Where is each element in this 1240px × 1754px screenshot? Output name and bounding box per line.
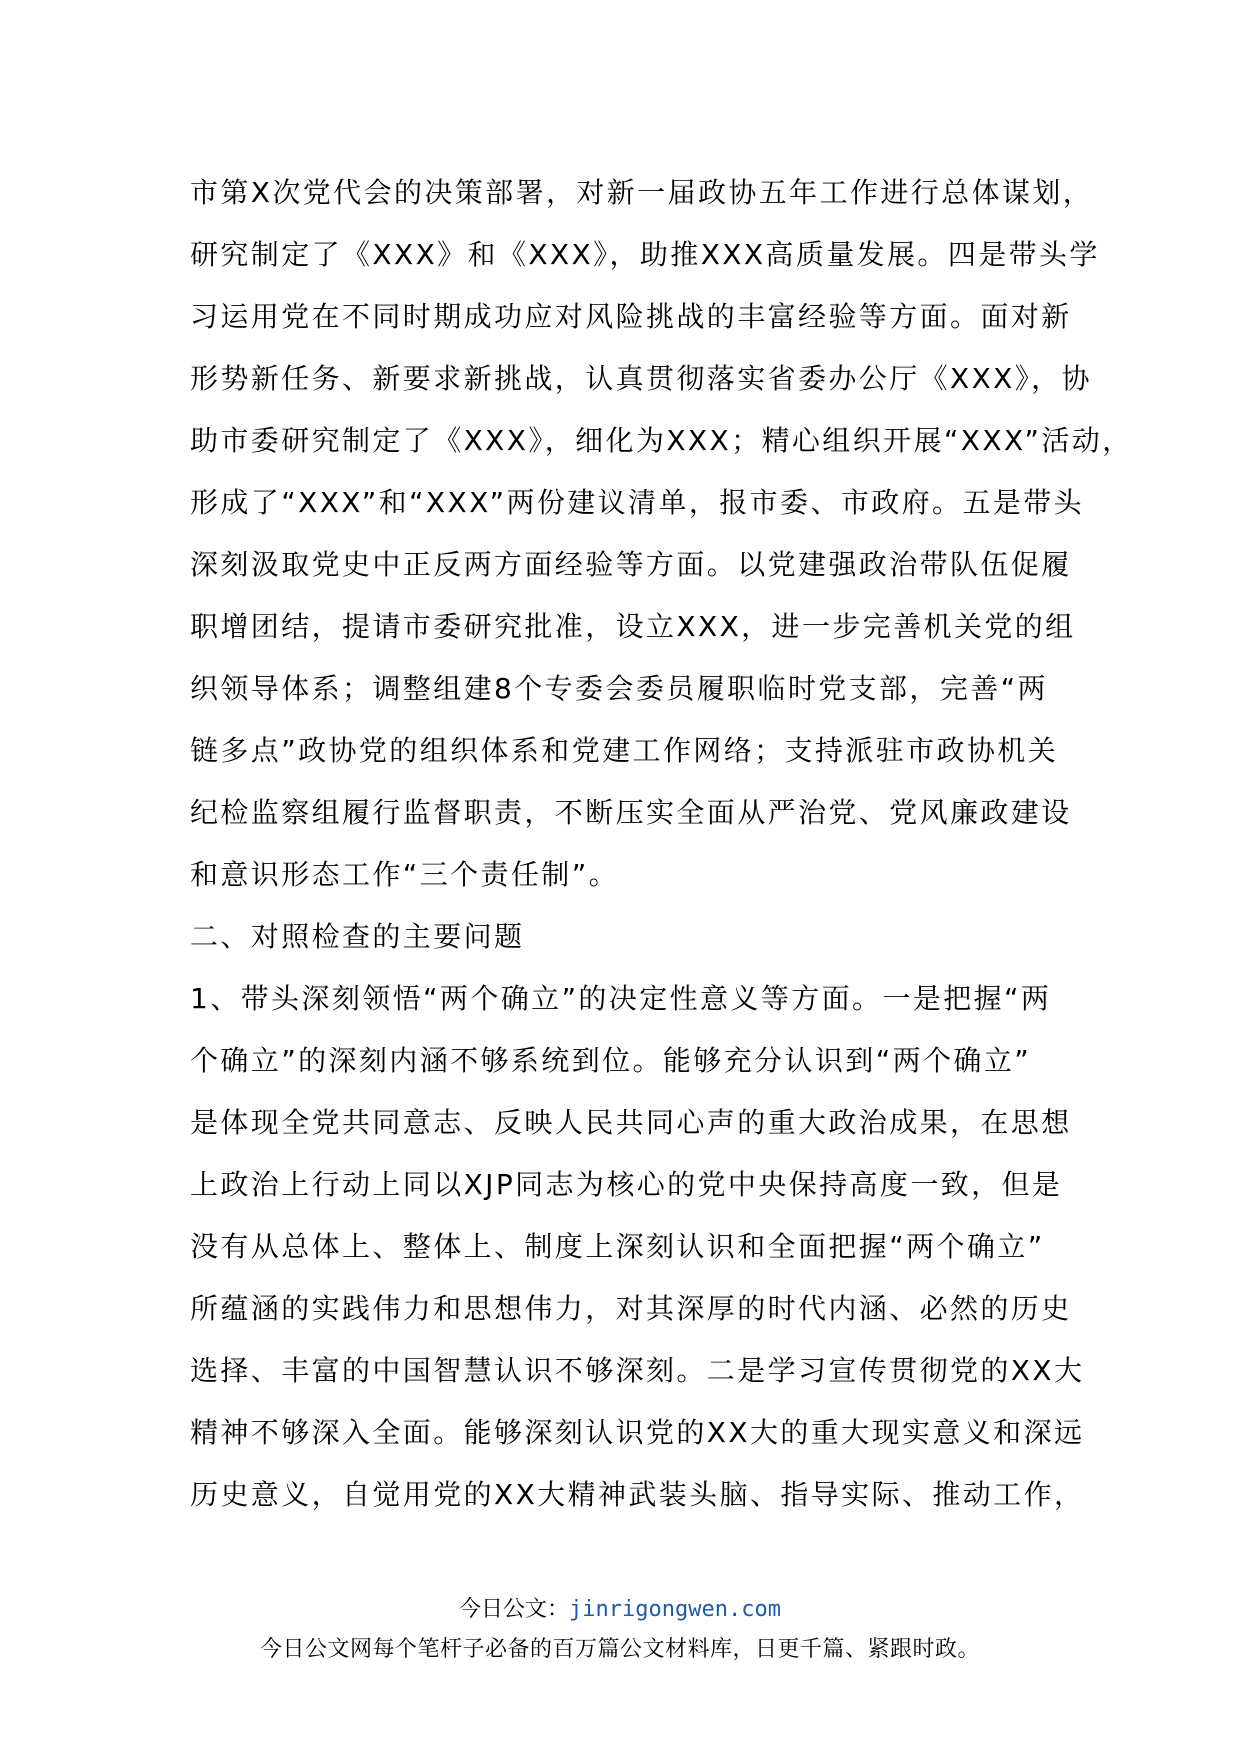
body-line: 市第X次党代会的决策部署，对新一届政协五年工作进行总体谋划， bbox=[190, 176, 1094, 209]
body-line: 1、带头深刻领悟“两个确立”的决定性意义等方面。一是把握“两 bbox=[190, 982, 1052, 1015]
body-line: 和意识形态工作“三个责任制”。 bbox=[190, 858, 620, 891]
body-line: 精神不够深入全面。能够深刻认识党的XX大的重大现实意义和深远 bbox=[190, 1416, 1085, 1449]
body-line: 是体现全党共同意志、反映人民共同心声的重大政治成果，在思想 bbox=[190, 1106, 1072, 1139]
body-line: 深刻汲取党史中正反两方面经验等方面。以党建强政治带队伍促履 bbox=[190, 548, 1072, 581]
body-line: 形势新任务、新要求新挑战，认真贯彻落实省委办公厅《XXX》，协 bbox=[190, 362, 1092, 395]
body-line: 助市委研究制定了《XXX》，细化为XXX；精心组织开展“XXX”活动， bbox=[190, 424, 1133, 457]
footer-site-label: 今日公文： bbox=[459, 1597, 570, 1622]
body-line: 职增团结，提请市委研究批准，设立XXX，进一步完善机关党的组 bbox=[190, 610, 1076, 643]
body-line: 习运用党在不同时期成功应对风险挑战的丰富经验等方面。面对新 bbox=[190, 300, 1072, 333]
body-line: 选择、丰富的中国智慧认识不够深刻。二是学习宣传贯彻党的XX大 bbox=[190, 1354, 1085, 1387]
document-body bbox=[190, 162, 1133, 1526]
footer-site-link[interactable]: jinrigongwen.com bbox=[569, 1597, 781, 1622]
section-heading: 二、对照检查的主要问题 bbox=[190, 920, 525, 953]
body-line: 织领导体系；调整组建8个专委会委员履职临时党支部，完善“两 bbox=[190, 672, 1048, 705]
body-line: 个确立”的深刻内涵不够系统到位。能够充分认识到“两个确立” bbox=[190, 1044, 1032, 1077]
body-line: 纪检监察组履行监督职责，不断压实全面从严治党、党风廉政建设 bbox=[190, 796, 1072, 829]
body-line: 没有从总体上、整体上、制度上深刻认识和全面把握“两个确立” bbox=[190, 1230, 1045, 1263]
body-line: 形成了“XXX”和“XXX”两份建议清单，报市委、市政府。五是带头 bbox=[190, 486, 1085, 519]
footer-site-line bbox=[0, 1595, 1240, 1625]
body-line: 上政治上行动上同以XJP同志为核心的党中央保持高度一致，但是 bbox=[190, 1168, 1063, 1201]
body-line: 历史意义，自觉用党的XX大精神武装头脑、指导实际、推动工作， bbox=[190, 1478, 1085, 1511]
footer-slogan: 今日公文网每个笔杆子必备的百万篇公文材料库，日更千篇、紧跟时政。 bbox=[259, 1637, 980, 1662]
body-line: 所蕴涵的实践伟力和思想伟力，对其深厚的时代内涵、必然的历史 bbox=[190, 1292, 1072, 1325]
body-line: 研究制定了《XXX》和《XXX》，助推XXX高质量发展。四是带头学 bbox=[190, 238, 1100, 271]
body-line: 链多点”政协党的组织体系和党建工作网络；支持派驻市政协机关 bbox=[190, 734, 1059, 767]
